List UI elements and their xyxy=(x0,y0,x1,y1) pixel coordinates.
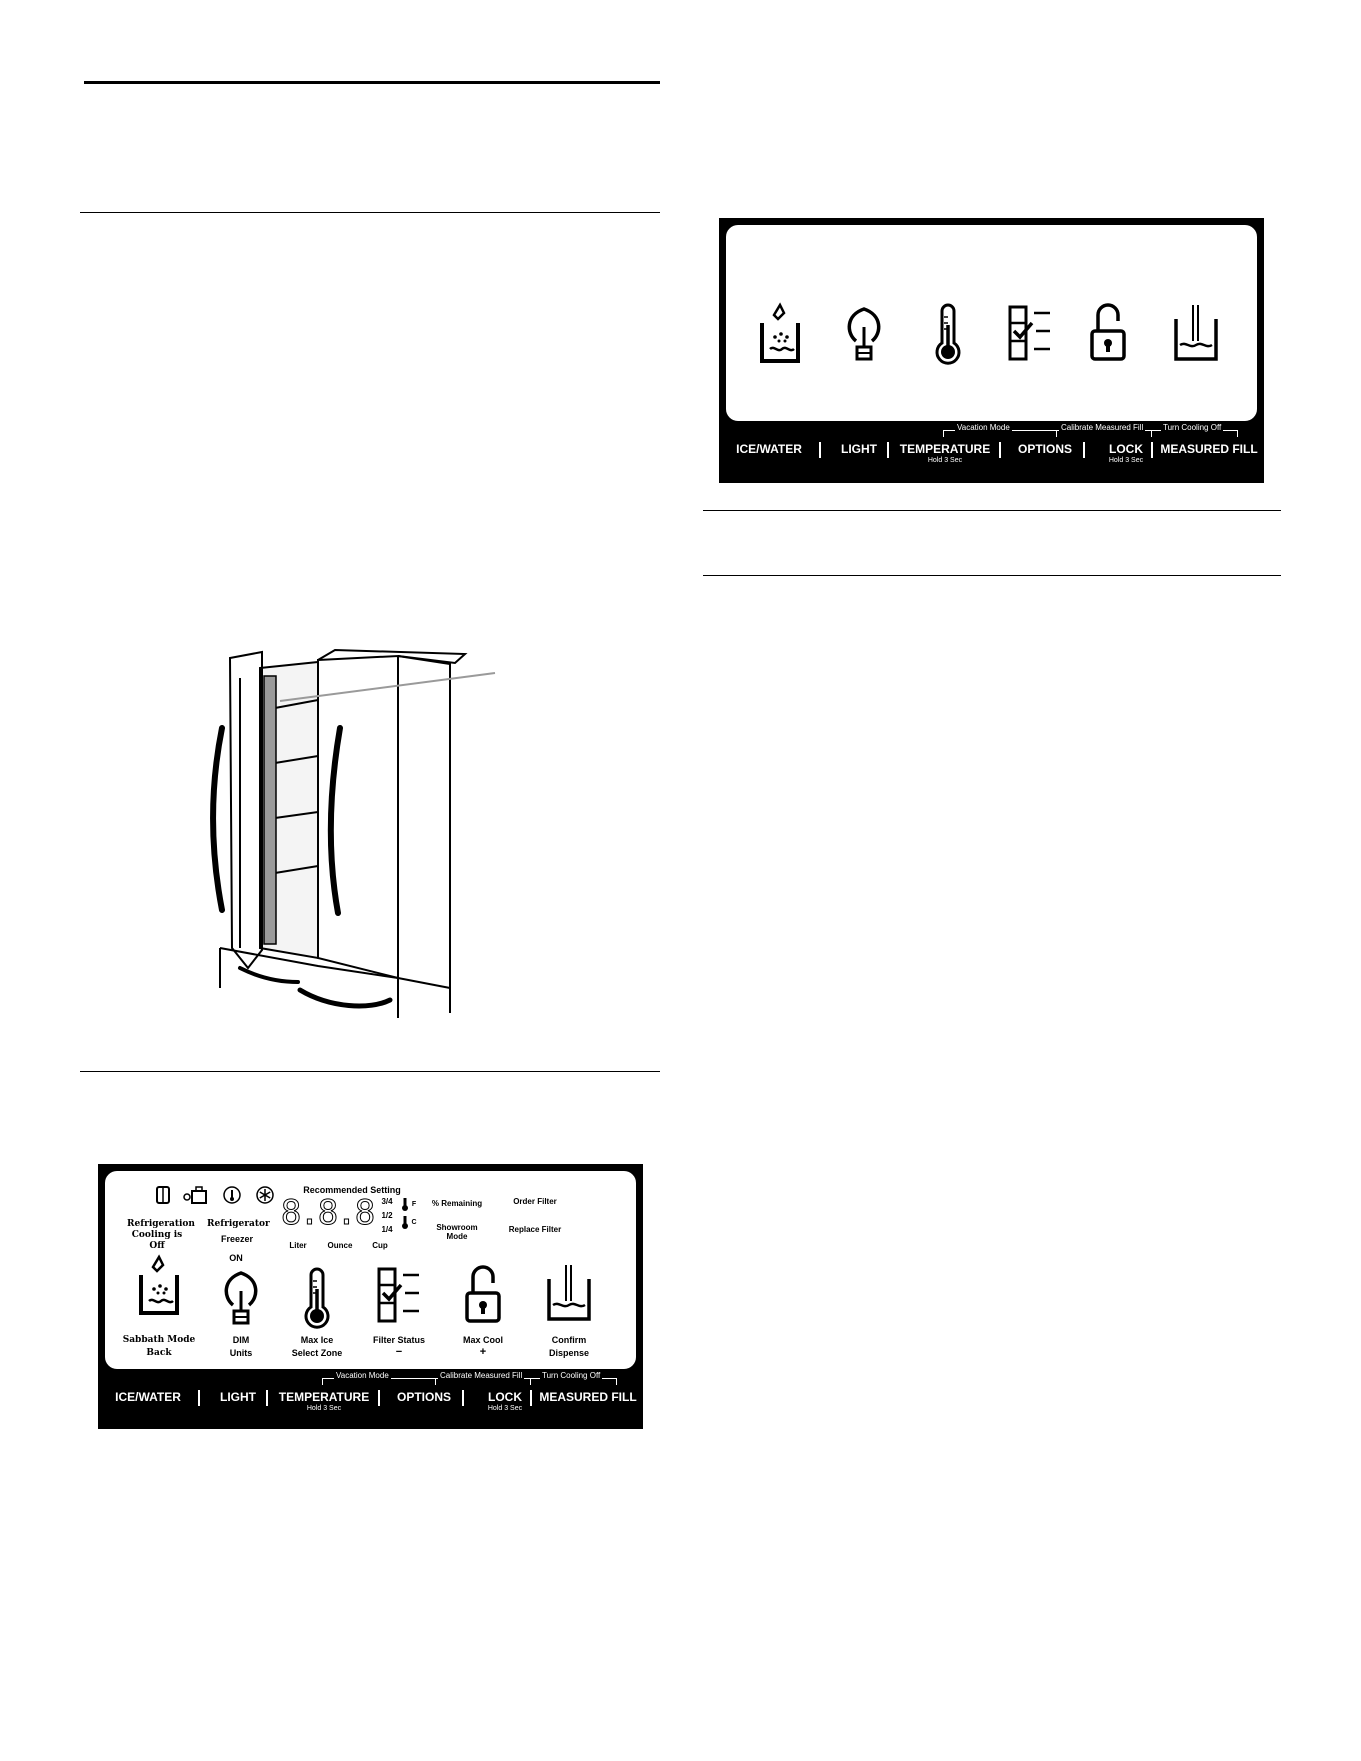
temperature-button[interactable]: TEMPERATURE xyxy=(278,1390,370,1404)
button-separator xyxy=(819,442,821,458)
celsius-thermometer-icon xyxy=(401,1215,409,1229)
section-rule xyxy=(80,212,660,213)
showroom-mode-label: Showroom Mode xyxy=(436,1223,478,1241)
ice-water-button[interactable]: ICE/WATER xyxy=(736,442,802,456)
max-cool-label: Max Cool xyxy=(462,1335,503,1345)
dispenser-control-panel xyxy=(719,218,1264,483)
section-rule-top xyxy=(84,81,660,84)
cooling-off-label: Turn Cooling Off xyxy=(1163,423,1222,432)
button-separator xyxy=(1083,442,1085,458)
section-rule xyxy=(703,510,1281,511)
back-label: Back xyxy=(146,1348,172,1358)
light-on-label: ON xyxy=(229,1253,243,1263)
refrigerator-zone-icon xyxy=(182,1185,210,1205)
filter-status-icon xyxy=(1006,301,1054,365)
refrigerator-temp-icon xyxy=(222,1185,242,1205)
measured-fill-button[interactable]: MEASURED FILL xyxy=(1160,442,1258,456)
liter-label: Liter xyxy=(289,1241,307,1250)
select-zone-label: Select Zone xyxy=(291,1348,343,1358)
dim-label: DIM xyxy=(232,1335,250,1345)
panel-display xyxy=(105,1171,636,1369)
recommended-setting-label: Recommended Setting xyxy=(303,1185,401,1195)
lock-button[interactable]: LOCK xyxy=(1109,442,1143,456)
fahrenheit-label: F xyxy=(411,1201,417,1208)
replace-filter-label: Replace Filter xyxy=(508,1225,562,1234)
fraction-half: 1/2 xyxy=(381,1211,393,1220)
dispense-label: Dispense xyxy=(548,1348,590,1358)
freezer-snowflake-icon xyxy=(255,1185,275,1205)
vacation-mode-label: Vacation Mode xyxy=(336,1371,389,1380)
options-button[interactable]: OPTIONS xyxy=(396,1390,451,1404)
cup-label: Cup xyxy=(372,1241,388,1250)
dispenser-control-panel-expanded xyxy=(98,1164,643,1429)
button-separator xyxy=(887,442,889,458)
button-separator xyxy=(462,1390,464,1406)
refrigerator-illustration xyxy=(200,648,520,1018)
percent-remaining-label: % Remaining xyxy=(431,1199,483,1208)
minus-label: − xyxy=(395,1346,403,1358)
ice-water-button[interactable]: ICE/WATER xyxy=(115,1390,181,1404)
measured-fill-icon xyxy=(545,1261,593,1325)
ice-water-icon xyxy=(137,1253,181,1317)
celsius-label: C xyxy=(411,1219,417,1226)
filter-status-label: Filter Status xyxy=(372,1335,425,1345)
confirm-label: Confirm xyxy=(551,1335,587,1345)
ounce-label: Ounce xyxy=(327,1241,353,1250)
fraction-three-quarters: 3/4 xyxy=(381,1197,393,1206)
panel-display xyxy=(726,225,1257,421)
order-filter-label: Order Filter xyxy=(513,1197,557,1206)
fahrenheit-thermometer-icon xyxy=(401,1197,409,1211)
light-button[interactable]: LIGHT xyxy=(220,1390,256,1404)
calibrate-fill-label: Calibrate Measured Fill xyxy=(440,1371,523,1380)
button-separator xyxy=(999,442,1001,458)
button-separator xyxy=(378,1390,380,1406)
section-rule xyxy=(80,1071,660,1072)
temperature-hold-note: Hold 3 Sec xyxy=(927,457,963,464)
max-ice-label: Max Ice xyxy=(300,1335,334,1345)
temperature-button[interactable]: TEMPERATURE xyxy=(899,442,991,456)
light-bulb-icon xyxy=(842,303,886,367)
temperature-hold-note: Hold 3 Sec xyxy=(306,1405,342,1412)
measured-fill-button[interactable]: MEASURED FILL xyxy=(539,1390,637,1404)
units-label: Units xyxy=(229,1348,253,1358)
sabbath-mode-label: Sabbath Mode xyxy=(122,1335,196,1345)
vacation-mode-label: Vacation Mode xyxy=(957,423,1010,432)
fraction-quarter: 1/4 xyxy=(381,1225,393,1234)
lock-open-icon xyxy=(1088,301,1128,365)
button-separator xyxy=(266,1390,268,1406)
cooling-off-label: Turn Cooling Off xyxy=(542,1371,601,1380)
button-separator xyxy=(530,1390,532,1406)
filter-status-icon xyxy=(375,1263,423,1327)
temperature-digits: 8.8.8 xyxy=(280,1193,374,1233)
lock-hold-note: Hold 3 Sec xyxy=(487,1405,523,1412)
light-bulb-icon xyxy=(219,1267,263,1331)
cooling-off-label: Refrigeration Cooling is Off xyxy=(127,1219,195,1251)
button-separator xyxy=(1151,442,1153,458)
button-separator xyxy=(198,1390,200,1406)
thermometer-icon xyxy=(297,1267,337,1331)
lock-button[interactable]: LOCK xyxy=(488,1390,522,1404)
calibrate-fill-label: Calibrate Measured Fill xyxy=(1061,423,1144,432)
lock-open-icon xyxy=(463,1263,503,1327)
section-rule xyxy=(703,575,1281,576)
light-button[interactable]: LIGHT xyxy=(841,442,877,456)
thermometer-icon xyxy=(928,303,968,367)
freezer-label: Freezer xyxy=(220,1234,254,1244)
plus-label: + xyxy=(479,1346,487,1358)
cooling-off-icon xyxy=(155,1185,171,1205)
refrigerator-label: Refrigerator xyxy=(207,1219,270,1229)
measured-fill-icon xyxy=(1172,301,1220,365)
options-button[interactable]: OPTIONS xyxy=(1017,442,1072,456)
lock-hold-note: Hold 3 Sec xyxy=(1108,457,1144,464)
ice-water-icon xyxy=(758,301,802,365)
